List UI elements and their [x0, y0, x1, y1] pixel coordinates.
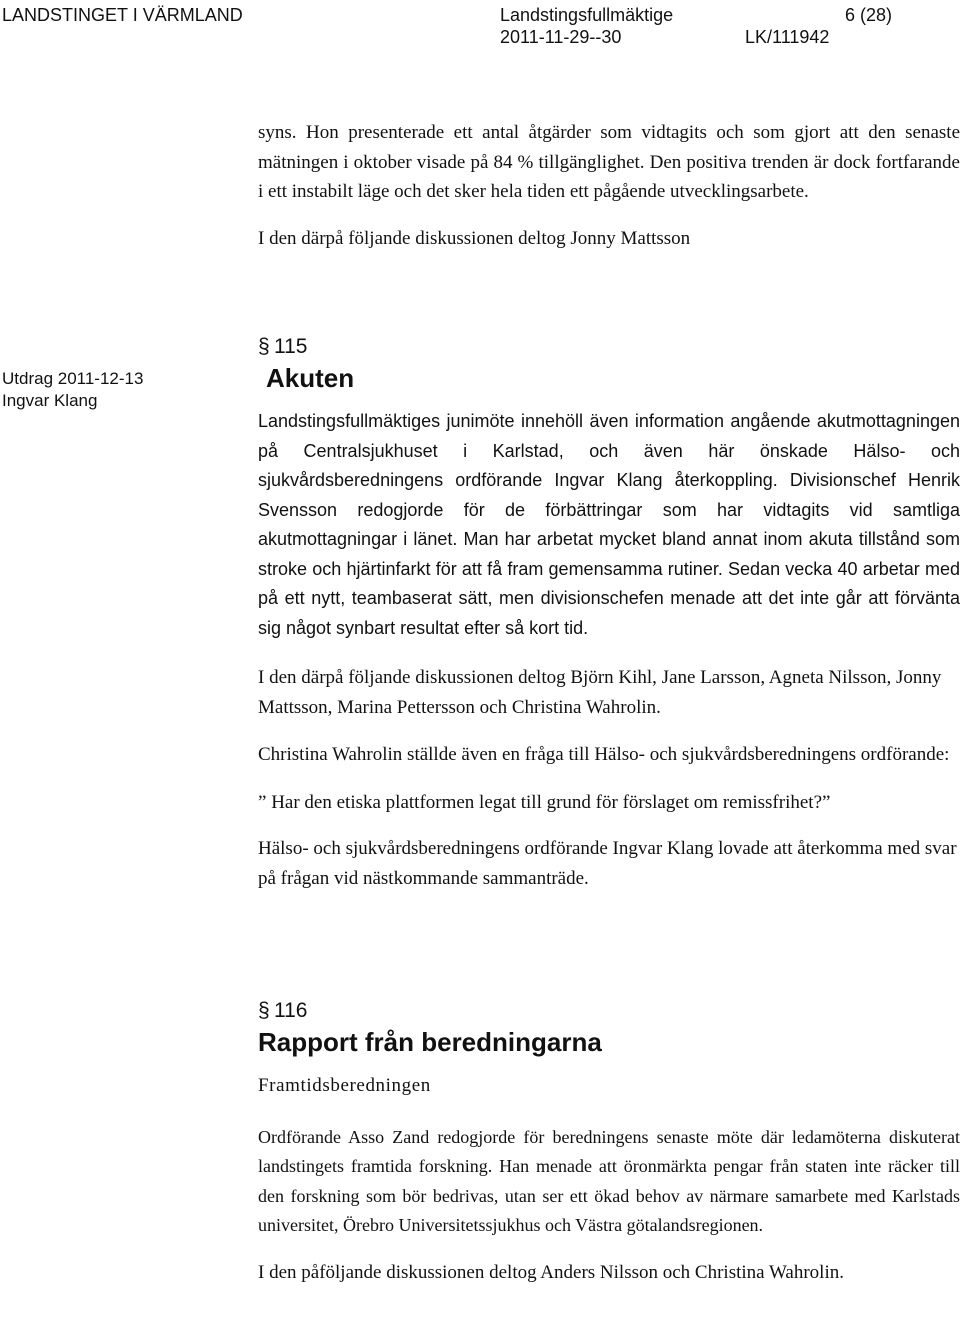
intro-paragraph: syns. Hon presenterade ett antal åtgärder som vidtagits och som gjort att den senaste mätningen i oktober visade på 84 % tillgänglighet. Den positiva trenden är dock fortfarande i ett instabilt läge och det sker hela tiden ett pågående utvecklingsarbete. [258, 122, 960, 202]
section-115-paragraph-3: Christina Wahrolin ställde även en fråga till Hälso- och sjukvårdsberedningens ordförande: [258, 744, 950, 765]
header-org: LANDSTINGET I VÄRMLAND [2, 5, 243, 25]
section-mark: § [258, 335, 270, 358]
header-page-number: 6 (28) [845, 5, 893, 25]
section-116-subheading: Framtidsberedningen [258, 1075, 431, 1096]
section-116 [258, 998, 960, 1287]
section-115-paragraph-2: I den därpå följande diskussionen deltog Björn Kihl, Jane Larsson, Agneta Nilsson, Jonny Mattsson, Marina Pettersson och Christina Wahrolin. [258, 667, 942, 718]
margin-note [2, 368, 242, 412]
section-115-number [258, 334, 960, 360]
section-116-paragraph-2: I den påföljande diskussionen deltog Anders Nilsson och Christina Wahrolin. [258, 1261, 844, 1283]
section-number-value: 115 [274, 335, 308, 358]
section-number-value: 116 [274, 999, 308, 1022]
margin-note-recipient: Ingvar Klang [2, 391, 98, 410]
section-115-paragraph-1: Landstingsfullmäktiges junimöte innehöll även information angående akutmottagningen på Centralsjukhuset i Karlstad, och även här önskade Hälso- och sjukvårdsberedningens ordförande Ingvar Klang återkoppling. Divisionschef Henrik Svensson redogjorde för de förbättringar som har vidtagits vid samtliga akutmottagningar i länet. Man har arbetat mycket bland annat inom akuta tillstånd som stroke och hjärtinfarkt för att få fram gemensamma rutiner. Sedan vecka 40 arbetar med på ett nytt, teambaserat sätt, men divisionschefen menade att det inte går att förvänta sig något synbart resultat efter så kort tid. [258, 411, 960, 638]
quote-text: Har den etiska plattformen legat till grund för förslaget om remissfrihet? [271, 791, 823, 813]
intro-discussion-paragraph: I den därpå följande diskussionen deltog Jonny Mattsson [258, 227, 691, 249]
header-dates: 2011-11-29--30 [500, 27, 622, 47]
section-116-paragraph-1: Ordförande Asso Zand redogjorde för beredningens senaste möte där ledamöterna diskuterat landstingets framtida forskning. Han menade att öronmärkta pengar från staten inte räcker till den forskning som bör bedrivas, utan ser ett ökad behov av närmare samarbete med Karlstads universitet, Örebro Universitetssjukhus och Västra götalandsregionen. [258, 1126, 960, 1235]
header-reference: LK/111942 [745, 27, 830, 47]
section-115-title: Akuten [266, 363, 355, 393]
intro-section [258, 118, 960, 253]
section-116-number [258, 998, 960, 1024]
section-mark: § [258, 999, 270, 1022]
section-115 [258, 334, 960, 893]
quote-open-mark: ” [258, 791, 267, 813]
section-115-quote [258, 788, 960, 818]
page-header [0, 0, 960, 52]
margin-note-excerpt-date: Utdrag 2011-12-13 [2, 369, 144, 388]
section-115-paragraph-4: Hälso- och sjukvårdsberedningens ordförande Ingvar Klang lovade att återkomma med svar på frågan vid nästkommande sammanträde. [258, 838, 957, 889]
section-116-title: Rapport från beredningarna [258, 1027, 602, 1057]
quote-close-mark: ” [822, 791, 831, 813]
header-doc-type: Landstingsfullmäktige [500, 5, 674, 25]
